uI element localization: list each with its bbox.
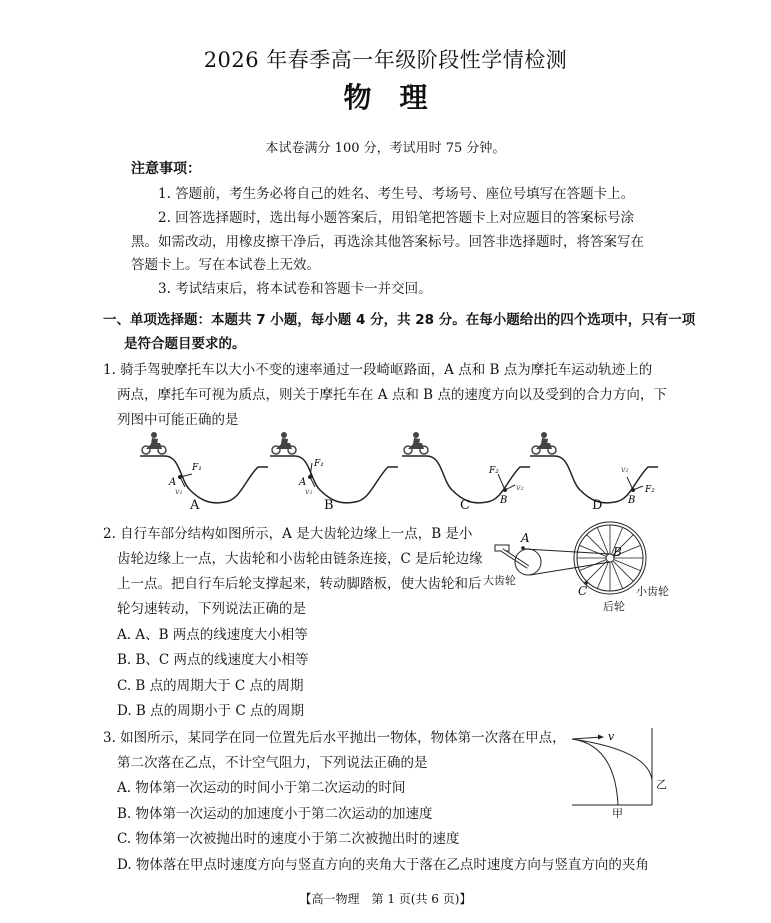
page-footer: 【高一物理 第 1 页(共 6 页)】 xyxy=(299,892,472,906)
q2-option-c: C. B 点的周期大于 C 点的周期 xyxy=(117,678,304,694)
bicycle-figure xyxy=(480,520,670,620)
score-note: 本试卷满分 100 分，考试用时 75 分钟。 xyxy=(265,141,506,156)
bike-label-a: A xyxy=(521,531,530,545)
q1-option-label-c: C xyxy=(460,498,470,513)
q2-stem: 上一点。把自行车后轮支撑起来，转动脚踏板，使大齿轮和后 xyxy=(117,576,482,592)
svg-text:v₁: v₁ xyxy=(175,487,183,496)
motorcycle-icon xyxy=(272,432,296,454)
q3-option-d: D. 物体落在甲点时速度方向与竖直方向的夹角大于落在乙点时速度方向与竖直方向的夹角 xyxy=(117,857,649,873)
bike-label-c: C xyxy=(578,584,588,598)
notice-line: 3. 考试结束后，将本试卷和答题卡一并交回。 xyxy=(158,281,432,297)
svg-text:B: B xyxy=(500,495,508,506)
small-gear-label: 小齿轮 xyxy=(636,585,669,598)
big-gear-label: 大齿轮 xyxy=(483,574,516,587)
notice-line: 黑。如需改动，用橡皮擦干净后，再选涂其他答案标号。回答非选择题时，将答案写在 xyxy=(131,234,644,250)
q1-figure-d xyxy=(530,432,658,506)
q2-option-d: D. B 点的周期小于 C 点的周期 xyxy=(117,703,305,719)
subject-title: 物 理 xyxy=(343,81,428,114)
q2-option-a: A. A、B 两点的线速度大小相等 xyxy=(117,627,308,643)
svg-text:F₂: F₂ xyxy=(645,485,655,495)
section-heading: 一、单项选择题：本题共 7 小题，每小题 4 分，共 28 分。在每小题给出的四个选项中，只有一项 xyxy=(103,312,696,328)
q3-option-b: B. 物体第一次运动的加速度小于第二次运动的加速度 xyxy=(117,806,433,822)
section-heading-cont: 是符合题目要求的。 xyxy=(124,336,246,352)
svg-text:v₂: v₂ xyxy=(621,465,629,474)
svg-text:F₂: F₂ xyxy=(489,466,499,476)
notice-line: 答题卡上。写在本试卷上无效。 xyxy=(131,257,320,273)
point-yi-label: 乙 xyxy=(656,778,667,791)
q1-option-label-a: A xyxy=(190,498,200,513)
bike-label-b: B xyxy=(613,545,622,559)
wheel-spoke xyxy=(610,558,633,581)
q1-option-label-d: D xyxy=(592,498,603,513)
q1-stem: 1. 骑手驾驶摩托车以大小不变的速率通过一段崎岖路面，A 点和 B 点为摩托车运动轨迹上的 xyxy=(103,362,653,378)
notice-line: 2. 回答选择题时，选出每小题答案后，用铅笔把答题卡上对应题目的答案标号涂 xyxy=(158,210,635,226)
q1-stem: 列图中可能正确的是 xyxy=(117,412,239,428)
q1-figure-a xyxy=(140,432,268,503)
q3-option-a: A. 物体第一次运动的时间小于第二次运动的时间 xyxy=(117,780,406,796)
q1-figure-c xyxy=(402,432,530,506)
notice-heading: 注意事项： xyxy=(131,161,201,177)
point-jia-label: 甲 xyxy=(612,807,623,820)
svg-text:v₂: v₂ xyxy=(516,483,524,492)
svg-text:F₁: F₁ xyxy=(192,463,202,473)
rear-wheel-label: 后轮 xyxy=(603,600,625,613)
exam-title: 2026 年春季高一年级阶段性学情检测 xyxy=(203,48,568,72)
wheel-spoke xyxy=(587,558,610,581)
velocity-label: v xyxy=(608,730,615,743)
q1-figure-b xyxy=(270,432,398,503)
q1-figures xyxy=(130,430,670,520)
q1-option-label-b: B xyxy=(324,498,334,513)
q2-stem: 齿轮边缘上一点，大齿轮和小齿轮由链条连接，C 是后轮边缘 xyxy=(117,551,483,567)
q2-stem: 轮匀速转动，下列说法正确的是 xyxy=(117,601,306,617)
svg-text:B: B xyxy=(628,495,636,506)
motorcycle-icon xyxy=(142,432,166,454)
q3-stem: 3. 如图所示，某同学在同一位置先后水平抛出一物体，物体第一次落在甲点， xyxy=(103,730,566,746)
q3-option-c: C. 物体第一次被抛出时的速度小于第二次被抛出时的速度 xyxy=(117,831,460,847)
q2-stem: 2. 自行车部分结构如图所示，A 是大齿轮边缘上一点，B 是小 xyxy=(103,526,473,542)
q3-stem: 第二次落在乙点，不计空气阻力，下列说法正确的是 xyxy=(117,755,428,771)
wheel-spoke xyxy=(587,535,610,558)
svg-text:A: A xyxy=(299,477,307,488)
motorcycle-icon xyxy=(532,432,556,454)
svg-text:F₁: F₁ xyxy=(314,459,324,469)
notice-line: 1. 答题前，考生务必将自己的姓名、考生号、考场号、座位号填写在答题卡上。 xyxy=(158,186,635,202)
q1-stem: 两点，摩托车可视为质点，则关于摩托车在 A 点和 B 点的速度方向以及受到的合力方向，下 xyxy=(117,387,667,403)
motorcycle-icon xyxy=(404,432,428,454)
svg-text:A: A xyxy=(169,477,177,488)
svg-text:v₁: v₁ xyxy=(305,487,313,496)
q2-option-b: B. B、C 两点的线速度大小相等 xyxy=(117,652,309,668)
